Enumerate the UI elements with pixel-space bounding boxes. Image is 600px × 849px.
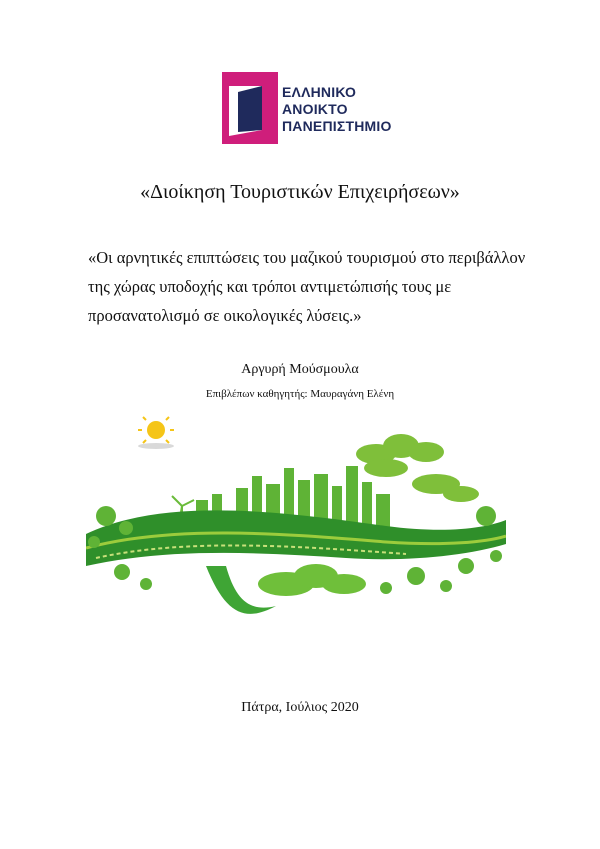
supervisor-line: Επιβλέπων καθηγητής: Μαυραγάνη Ελένη: [205, 388, 395, 400]
sun-icon: [138, 416, 174, 449]
logo-wordmark: [282, 84, 392, 135]
logo-line-3: ΠΑΝΕΠΙΣΤΗΜΙΟ: [282, 118, 392, 134]
lower-cloud-icon: [258, 564, 366, 596]
university-logo-icon: [222, 72, 278, 144]
cloud-icon: [356, 434, 479, 502]
logo-line-2: ΑΝΟΙΚΤΟ: [282, 101, 348, 117]
university-logo: [222, 72, 412, 144]
place-date: Πάτρα, Ιούλιος 2020: [241, 700, 359, 715]
author-name: Αργυρή Μούσμουλα: [241, 362, 359, 377]
green-band: [86, 510, 506, 566]
logo-line-1: ΕΛΛΗΝΙΚΟ: [282, 84, 357, 100]
eco-city-illustration: [86, 416, 506, 628]
thesis-title: «Οι αρνητικές επιπτώσεις του μαζικού τουρισμού στο περιβάλλον της χώρας υποδοχής και τρόποι αντιμετώπισής τους με προσανατολισμό σε οικολογικές λύσεις.»: [88, 248, 526, 325]
course-title: «Διοίκηση Τουριστικών Επιχειρήσεων»: [140, 181, 460, 203]
